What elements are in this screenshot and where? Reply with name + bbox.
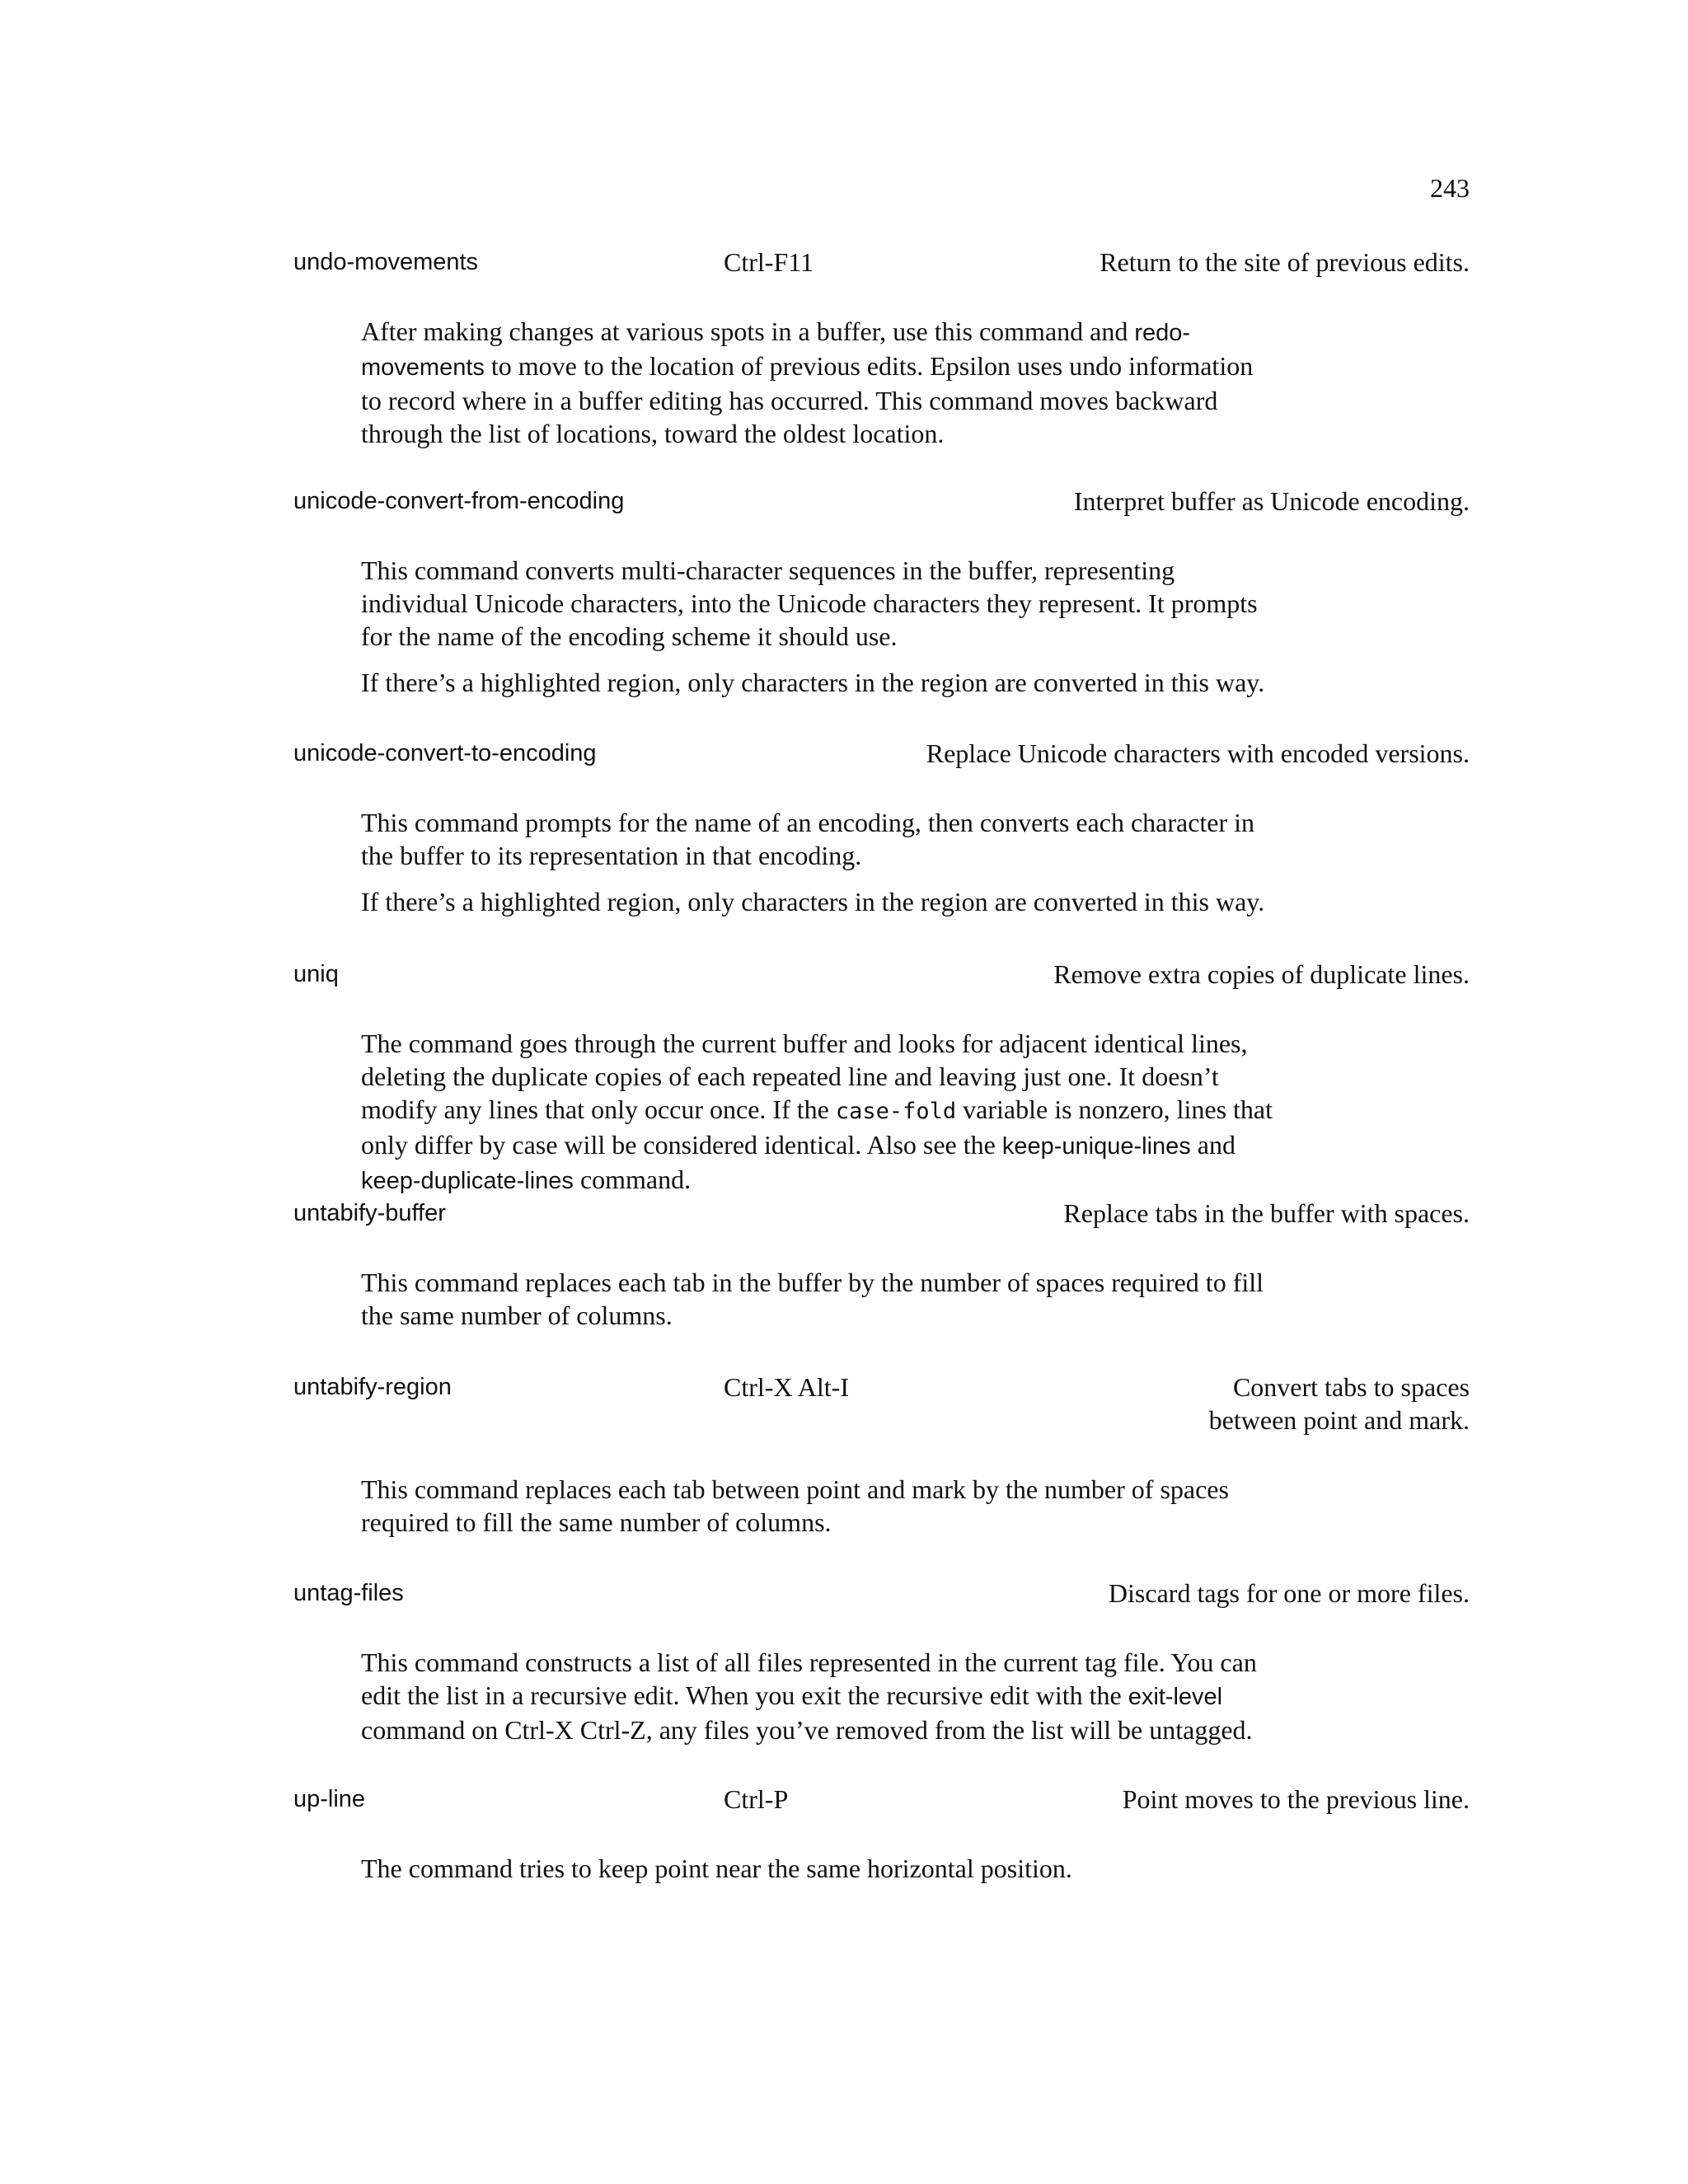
entry-header bbox=[293, 485, 1470, 518]
command-summary: Remove extra copies of duplicate lines. bbox=[1053, 959, 1470, 989]
command-summary: Point moves to the previous line. bbox=[1122, 1784, 1470, 1814]
key-binding: Ctrl-F11 bbox=[724, 247, 814, 277]
page-number: 243 bbox=[1430, 173, 1470, 203]
command-reference: keep-unique-lines bbox=[1001, 1133, 1191, 1160]
command-description bbox=[361, 1266, 1276, 1332]
command-summary: Replace tabs in the buffer with spaces. bbox=[1063, 1198, 1470, 1228]
entry-header bbox=[293, 1783, 1470, 1816]
command-name: unicode-convert-from-encoding bbox=[293, 488, 625, 514]
command-description bbox=[361, 315, 1276, 450]
command-name: uniq bbox=[293, 961, 339, 987]
description-paragraph: This command replaces each tab between point and mark by the number of spaces required to fill the same number of columns. bbox=[361, 1474, 1229, 1537]
command-entry-untag-files bbox=[293, 1577, 1470, 1760]
description-paragraph: This command constructs a list of all files represented in the current tag file. You can edit the list in a recursive edit. When you exit the recursive edit with the exit-level command on Ctrl-X Ctrl-Z, any files you’ve removed from the list will be untagged. bbox=[361, 1647, 1257, 1745]
command-entry-unicode-convert-from-encoding bbox=[293, 485, 1470, 712]
description-paragraph: This command replaces each tab in the buffer by the number of spaces required to fill the same number of columns. bbox=[361, 1268, 1264, 1330]
command-description bbox=[361, 1473, 1276, 1539]
command-entry-untabify-buffer bbox=[293, 1197, 1470, 1345]
command-entry-undo-movements bbox=[293, 246, 1470, 463]
key-binding: Ctrl-X Alt-I bbox=[724, 1372, 849, 1402]
command-name: untabify-buffer bbox=[293, 1200, 446, 1226]
command-reference: redo-movements bbox=[361, 320, 1191, 381]
description-paragraph: If there’s a highlighted region, only characters in the region are converted in this way. bbox=[361, 887, 1265, 916]
description-paragraph: After making changes at various spots in a buffer, use this command and redo-movements to move to the location of previous edits. Epsilon uses undo information to record where in a buffer editing has occurred. This command moves backward through the list of locations, toward the oldest location. bbox=[361, 316, 1254, 448]
description-paragraph: This command prompts for the name of an encoding, then converts each character in the buffer to its representation in that encoding. bbox=[361, 808, 1255, 870]
command-description bbox=[361, 1852, 1276, 1885]
command-summary: Return to the site of previous edits. bbox=[1100, 247, 1470, 277]
command-description bbox=[361, 1646, 1276, 1746]
description-paragraph: If there’s a highlighted region, only characters in the region are converted in this way. bbox=[361, 668, 1265, 697]
command-name: up-line bbox=[293, 1786, 366, 1812]
command-name: untag-files bbox=[293, 1580, 404, 1606]
description-paragraph: This command converts multi-character sequences in the buffer, representing individual Unicode characters, into the Unicode characters they represent. It prompts for the name of the encoding scheme it should use. bbox=[361, 555, 1258, 651]
entry-header bbox=[293, 737, 1470, 770]
command-description bbox=[361, 1027, 1276, 1197]
command-description bbox=[361, 806, 1276, 918]
command-summary: Discard tags for one or more files. bbox=[1108, 1578, 1470, 1608]
command-summary: Replace Unicode characters with encoded versions. bbox=[926, 738, 1470, 768]
entry-header bbox=[293, 1197, 1470, 1230]
command-summary: Interpret buffer as Unicode encoding. bbox=[1073, 486, 1470, 516]
command-summary: Convert tabs to spaces between point and mark. bbox=[1208, 1372, 1470, 1435]
entry-header bbox=[293, 958, 1470, 991]
description-paragraph: The command goes through the current buffer and looks for adjacent identical lines, deleting the duplicate copies of each repeated line and leaving just one. It doesn’t modify any lines that only occur once. If the case-fold variable is nonzero, lines that only differ by case will be considered identical. Also see the keep-unique-lines and keep-duplicate-lines command. bbox=[361, 1029, 1273, 1194]
entry-header bbox=[293, 1577, 1470, 1610]
command-description bbox=[361, 554, 1276, 699]
command-entry-uniq bbox=[293, 958, 1470, 1211]
command-name: undo-movements bbox=[293, 249, 479, 275]
description-paragraph: The command tries to keep point near the same horizontal position. bbox=[361, 1854, 1072, 1883]
command-entry-unicode-convert-to-encoding bbox=[293, 737, 1470, 931]
command-reference: exit-level bbox=[1128, 1684, 1223, 1710]
command-name: unicode-convert-to-encoding bbox=[293, 740, 597, 766]
command-reference: keep-duplicate-lines bbox=[361, 1168, 574, 1194]
entry-header bbox=[293, 1371, 1470, 1436]
command-entry-untabify-region bbox=[293, 1371, 1470, 1552]
variable-reference: case-fold bbox=[835, 1099, 957, 1124]
command-entry-up-line bbox=[293, 1783, 1470, 1898]
key-binding: Ctrl-P bbox=[724, 1784, 789, 1814]
entry-header bbox=[293, 246, 1470, 279]
command-name: untabify-region bbox=[293, 1374, 452, 1400]
